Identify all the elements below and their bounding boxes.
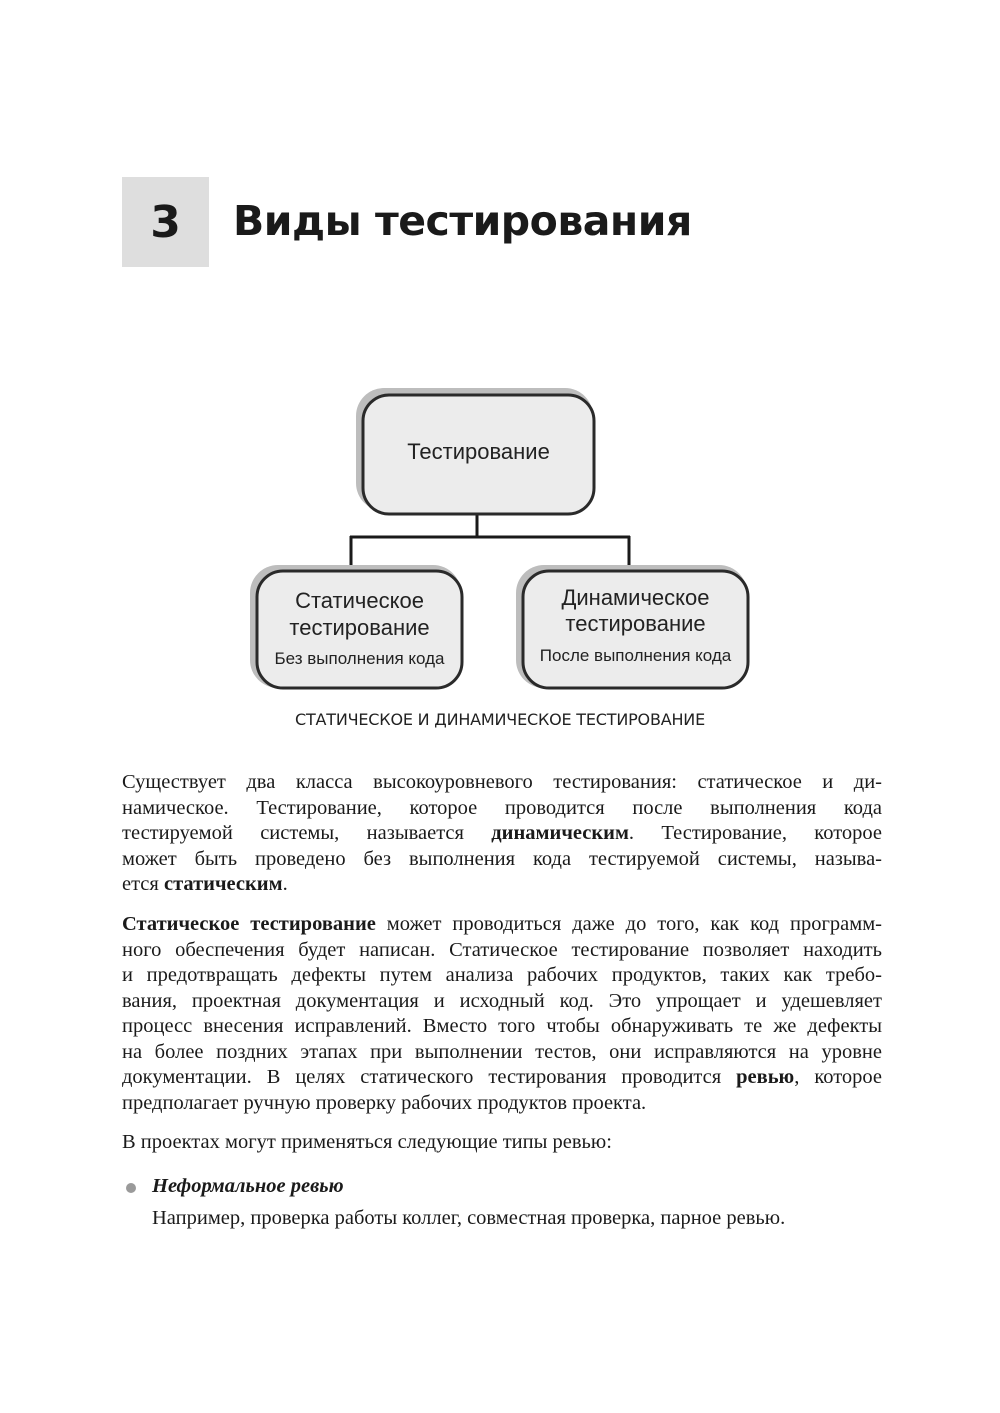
paragraph-2-line: вания, проектная документация и исходный код. Это упрощает и удешевляет	[122, 989, 882, 1012]
term-review: ревью	[736, 1066, 795, 1088]
root-node-label: Тестирование	[407, 439, 550, 464]
paragraph-2-line: Статическое тестирование может проводиться даже до того, как код программ-	[122, 913, 883, 935]
chapter-number: 3	[150, 196, 181, 248]
paragraph-1-line: может быть проведено без выполнения кода тестируемой системы, называ-	[122, 847, 882, 870]
bullet-text-informal-review: Например, проверка работы коллег, совместная проверка, парное ревью.	[152, 1207, 786, 1229]
paragraph-2-line: предполагает ручную проверку рабочих продуктов проекта.	[122, 1091, 647, 1114]
paragraph-2-line: и предотвращать дефекты путем анализа рабочих продуктов, таких как требо-	[122, 964, 882, 986]
dynamic-node-title-line2: тестирование	[565, 611, 706, 636]
bullet-marker	[126, 1183, 136, 1193]
static-node-title-line2: тестирование	[289, 615, 430, 640]
paragraph-3	[122, 1130, 882, 1156]
dynamic-node-subtitle: После выполнения кода	[539, 646, 732, 665]
static-node-subtitle: Без выполнения кода	[274, 649, 445, 668]
paragraph-1-line: ется статическим.	[122, 873, 288, 895]
paragraph-2-line: на более поздних этапах при выполнении тестов, они исправляются на уровне	[122, 1040, 882, 1063]
term-static-testing: Статическое тестирование	[122, 913, 376, 935]
chapter-title: Виды тестирования	[233, 197, 692, 245]
paragraph-1-line: намическое. Тестирование, которое проводится после выполнения кода	[122, 796, 882, 819]
term-static: статическим	[163, 873, 283, 895]
testing-types-diagram	[240, 385, 760, 700]
figure-caption: СТАТИЧЕСКОЕ И ДИНАМИЧЕСКОЕ ТЕСТИРОВАНИЕ	[295, 710, 705, 729]
static-node-title-line1: Статическое	[295, 588, 424, 613]
paragraph-1-line: тестируемой системы, называется динамическим. Тестирование, которое	[122, 822, 882, 844]
term-dynamic: динамическим	[491, 822, 629, 844]
paragraph-2-line: процесс внесения исправлений. Вместо того чтобы обнаруживать те же дефекты	[122, 1015, 882, 1037]
bullet-title-informal-review: Неформальное ревью	[152, 1175, 344, 1197]
paragraph-2	[122, 912, 882, 1116]
paragraph-3-line: В проектах могут применяться следующие типы ревью:	[122, 1131, 612, 1153]
paragraph-2-line: ного обеспечения будет написан. Статическое тестирование позволяет находить	[122, 938, 882, 961]
dynamic-node-title-line1: Динамическое	[561, 585, 710, 610]
paragraph-1	[122, 770, 882, 898]
chapter-number-box	[122, 177, 209, 267]
paragraph-1-line: Существует два класса высокоуровневого тестирования: статическое и ди-	[122, 771, 882, 793]
paragraph-2-line: документации. В целях статического тестирования проводится ревью, которое	[122, 1066, 883, 1088]
